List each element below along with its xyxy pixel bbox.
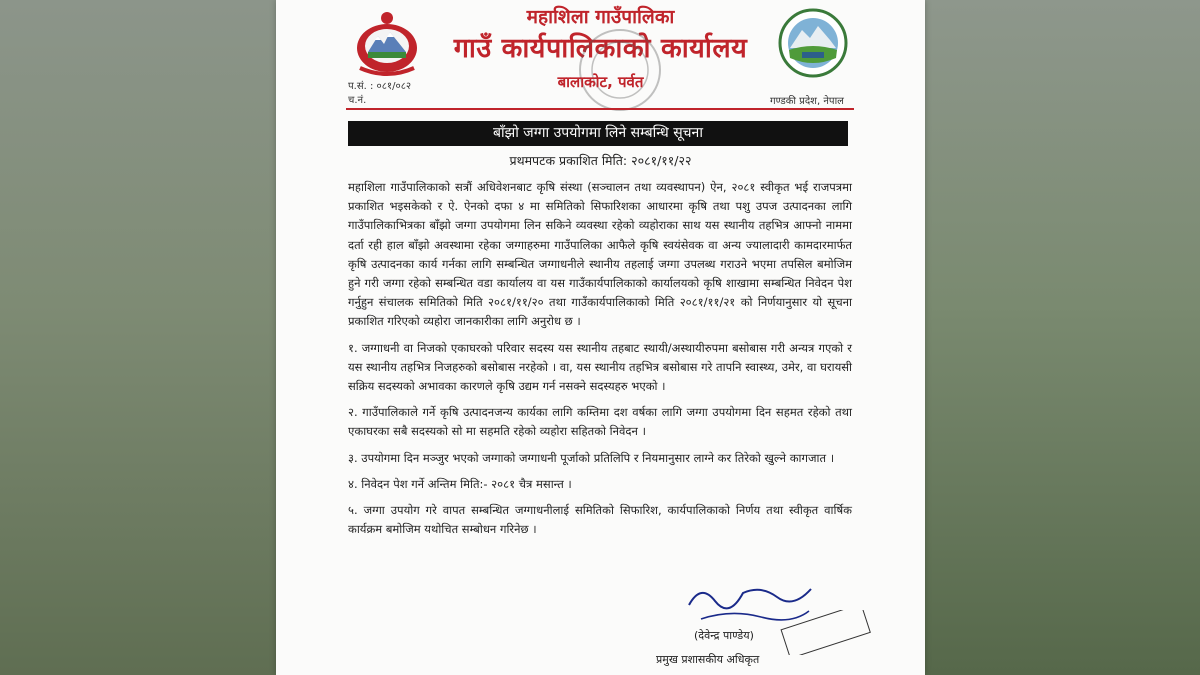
office-location: बालाकोट, पर्वत [557,73,644,91]
notice-document [276,0,925,675]
reference-number: प.सं. : ०८१/०८२ [348,81,412,92]
intro-paragraph: महाशिला गाउँपालिकाको सत्रौं अधिवेशनबाट कृषि संस्था (सञ्चालन तथा व्यवस्थापन) ऐन, २०८१ स्वीकृत भई राजपत्रमा प्रकाशित भइसकेको र ऐ. ऐनको दफा ४ मा समितिको सिफारिशका आधारमा कृषि तथा पशु उपज उत्पादनका लागि गाउँपालिकाभित्रका बाँझो जग्गा उपयोगमा लिन सकिने व्यवस्था रहेको व्यहोराका साथ यस स्थानीय तहभित्र आफ्नो नाममा दर्ता रही हाल बाँझो अवस्थामा रहेका जग्गाहरुमा गाउँपालिका आफैले कृषि स्वयंसेवक वा अन्य ज्यालादारी कामदारमार्फत कृषि उत्पादनका कार्य गर्नका लागि सम्बन्धित जग्गाधनीले स्थानीय तहलाई जग्गा उपलब्ध गराउने भएमा तपसिल बमोजिम हुने गरी जग्गा रहेको सम्बन्धित वडा कार्यालय वा यस गाउँकार्यपालिकाको कार्यालयको कृषि शाखामा सम्बन्धित निवेदन पेश गर्नुहुन संचालक समितिको मिति २०८१/११/२० तथा गाउँकार्यपालिकाको मिति २०८१/११/२१ को निर्णयानुसार यो सूचना प्रकाशित गरिएको व्यहोरा जानकारीका लागि अनुरोध छ । [348,180,852,329]
reference-block [348,80,411,108]
municipality-name: महाशिला गाउँपालिका [526,6,675,28]
notice-title: बाँझो जग्गा उपयोगमा लिने सम्बन्धि सूचना [348,121,848,146]
signatory-designation: प्रमुख प्रशासकीय अधिकृत [656,653,760,666]
list-item: १. जग्गाधनी वा निजको एकाघरको परिवार सदस्य यस स्थानीय तहबाट स्थायी/अस्थायीरुपमा बसोबास गरी अन्यत्र गएको र यस स्थानीय तहभित्र निजहरुको बसोबास नरहेको । वा, यस स्थानीय तहभित्र बसोबास गरे तापनि स्वास्थ्य, उमेर, वा घरायसी सक्रिय सदस्यको अभावका कारणले कृषि उद्यम गर्न नसक्ने सदस्यहरु भएको । [348,340,852,394]
background-right [925,0,1200,675]
header-divider [346,108,854,110]
signatory-stamp [776,610,876,655]
list-item: ५. जग्गा उपयोग गरे वापत सम्बन्धित जग्गाधनीलाई समितिको सिफारिश, कार्यपालिकाको निर्णय तथा स्वीकृत वार्षिक कार्यक्रम बमोजिम यथोचित सम्बोधन गरिनेछ । [348,503,852,537]
list-item: २. गाउँपालिकाले गर्ने कृषि उत्पादनजन्य कार्यका लागि कम्तिमा दश वर्षका लागि जग्गा उपयोगमा दिन सहमत रहेको तथा एकाघरका सबै सदस्यको सो मा सहमति रहेको व्यहोरा सहितको निवेदन । [348,405,852,439]
province-label: गण्डकी प्रदेश, नेपाल [770,96,844,107]
notice-body [348,178,852,546]
background-left [0,0,276,675]
published-date: प्रथमपटक प्रकाशित मिति: २०८१/११/२२ [509,153,692,168]
office-seal-icon [576,26,664,114]
list-item: ३. उपयोगमा दिन मञ्जुर भएको जग्गाको जग्गाधनी पूर्जाको प्रतिलिपि र नियमानुसार लाग्ने कर तिरेको खुल्ने कागजात । [348,450,835,465]
dispatch-number: च.नं. [348,95,367,106]
list-item: ४. निवेदन पेश गर्ने अन्तिम मिति:- २०८१ चैत्र मसान्त । [348,476,572,491]
office-name: गाउँ कार्यपालिकाको कार्यालय [453,33,748,64]
signatory-name: (देवेन्द्र पाण्डेय) [694,629,754,642]
